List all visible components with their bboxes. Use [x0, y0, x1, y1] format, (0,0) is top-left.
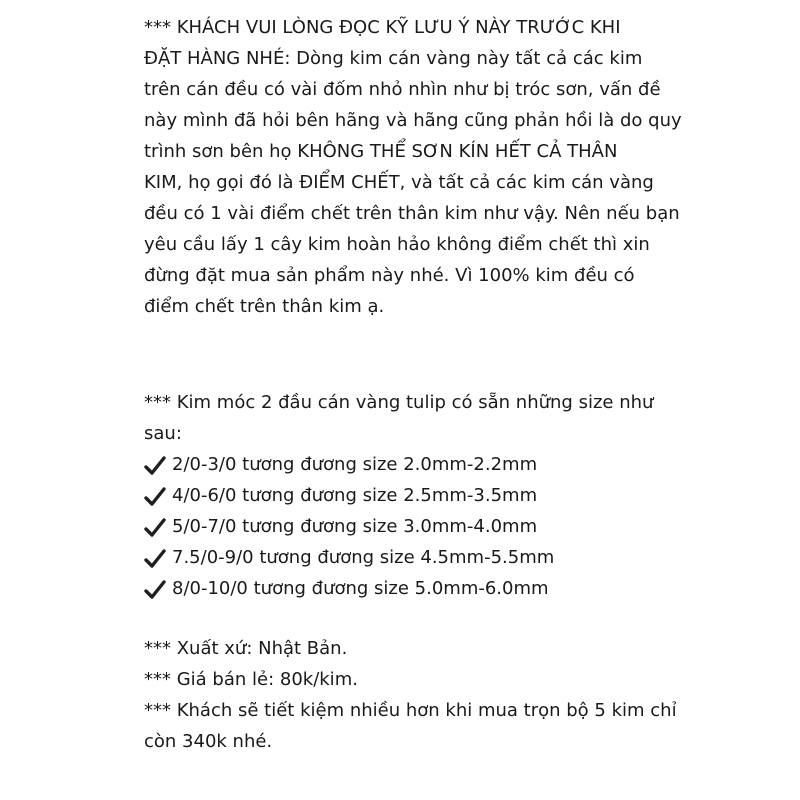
check-mark-icon [144, 456, 166, 476]
size-list-item [144, 577, 549, 601]
notice-line: này mình đã hỏi bên hãng và hãng cũng phản hồi là do quy [144, 110, 682, 131]
sizes-intro-line: sau: [144, 423, 182, 444]
notice-line: ĐẶT HÀNG NHÉ: Dòng kim cán vàng này tất cả các kim [144, 48, 643, 69]
retail-price-line: *** Giá bán lẻ: 80k/kim. [144, 669, 358, 690]
check-mark-icon [144, 549, 166, 569]
size-list-item [144, 546, 554, 570]
size-list-item-label: 8/0-10/0 tương đương size 5.0mm-6.0mm [172, 578, 549, 599]
notice-line: yêu cầu lấy 1 cây kim hoàn hảo không điểm chết thì xin [144, 234, 650, 255]
size-list-item [144, 484, 537, 508]
bundle-offer-line: *** Khách sẽ tiết kiệm nhiều hơn khi mua trọn bộ 5 kim chỉ [144, 700, 677, 721]
notice-line: đừng đặt mua sản phẩm này nhé. Vì 100% kim đều có [144, 265, 635, 286]
size-list-item-label: 4/0-6/0 tương đương size 2.5mm-3.5mm [172, 485, 538, 506]
size-list-item-label: 2/0-3/0 tương đương size 2.0mm-2.2mm [172, 454, 538, 475]
notice-line: đều có 1 vài điểm chết trên thân kim như vậy. Nên nếu bạn [144, 203, 680, 224]
notice-line: điểm chết trên thân kim ạ. [144, 296, 385, 317]
check-mark-icon [144, 580, 166, 600]
notice-line: trên cán đều có vài đốm nhỏ nhìn như bị tróc sơn, vấn đề [144, 79, 661, 100]
notice-line: *** KHÁCH VUI LÒNG ĐỌC KỸ LƯU Ý NÀY TRƯỚC KHI [144, 17, 621, 38]
size-list-item-label: 5/0-7/0 tương đương size 3.0mm-4.0mm [172, 516, 538, 537]
size-list-item [144, 453, 537, 477]
check-mark-icon [144, 518, 166, 538]
notice-line: KIM, họ gọi đó là ĐIỂM CHẾT, và tất cả các kim cán vàng [144, 172, 654, 193]
sizes-intro-line: *** Kim móc 2 đầu cán vàng tulip có sẵn những size như [144, 392, 654, 413]
size-list-item-label: 7.5/0-9/0 tương đương size 4.5mm-5.5mm [172, 547, 555, 568]
origin-line: *** Xuất xứ: Nhật Bản. [144, 638, 348, 659]
check-mark-icon [144, 487, 166, 507]
notice-line: trình sơn bên họ KHÔNG THỂ SƠN KÍN HẾT CẢ THÂN [144, 141, 618, 162]
size-list-item [144, 515, 537, 539]
bundle-offer-line: còn 340k nhé. [144, 731, 273, 752]
